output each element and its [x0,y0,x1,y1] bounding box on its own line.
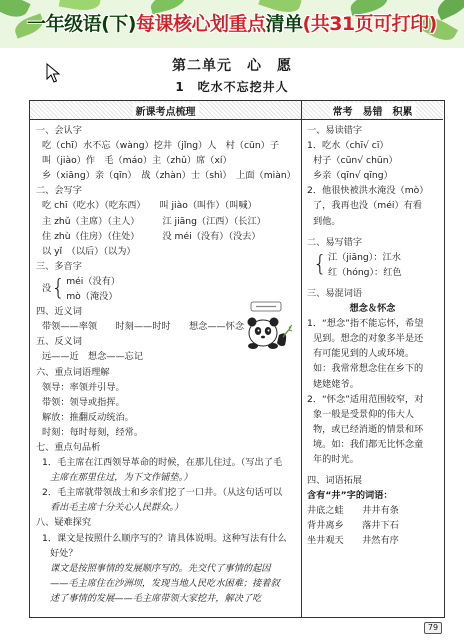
text-line: 2．他很快被洪水淹没（mò） [307,185,429,197]
content-frame [29,100,445,618]
title-banner [0,0,464,48]
section-title: 三、易混词语 [307,287,363,299]
text-line: 境。如：我们都无比怀念童 [313,438,424,450]
text-line: 乡亲（qīn√ qīng） [313,170,393,182]
text-line: ——毛主席住在沙洲坝，发现当地人民吃水困难；接着叙 [50,577,280,589]
banner-title-part: 可打印 [373,13,429,35]
text-line: 坐井观天 井然有序 [307,535,399,547]
section-title: 四、词语拓展 [307,475,363,487]
text-line: 背井离乡 落井下石 [307,520,399,532]
text-line: 象一般是受景仰的伟大人 [313,408,415,420]
text-line: 主 zhǔ（主席）（主人） 江 jiāng（江西）（长江） [42,215,266,227]
text-line: 远——近 想念——忘记 [42,351,144,363]
text-line: 井底之蛙 井井有条 [307,505,399,517]
right-column-header: 常考 易错 积累 [302,101,443,120]
section-title: 一、易读错字 [307,125,363,136]
text-line: 如：我常常想念住在乡下的 [313,363,424,375]
text-line: 有可能见到的人或环境。 [313,348,415,360]
text-line: 好处？ [50,547,78,559]
text-line: 1．毛主席在江西领导革命的时候，在那儿住过。（写出了毛 [42,457,283,469]
text-line: 住 zhù（住房）（住处） 没 méi（没有）（没去） [42,230,261,242]
left-column [30,101,302,617]
text-line: 见到。想念的对象多半是还 [313,333,424,345]
unit-title: 第二单元 心 愿 [172,58,292,74]
text-line: 解放：推翻反动统治。 [42,411,134,423]
text-line: 看出毛主席十分关心人民群众。） [50,502,184,514]
text-line: 红（hóng）：红色 [328,266,402,278]
text-line: méi（没有） [66,275,121,287]
text-line: 述了事情的发展——毛主席带领大家挖井，解决了吃 [50,592,262,604]
text-line: 课文是按照事情的发展顺序写的。先交代了事情的起因 [50,562,271,574]
text-line: 1．课文是按照什么顺序写的？请具体说明。这种写法有什么 [42,532,287,544]
text-line: 带领——率领 时刻——时时 想念——怀念 [42,321,245,333]
text-line: 2．毛主席就带领战士和乡亲们挖了一口井。（从这句话可以 [42,487,283,499]
banner-title-part: (共31页 [302,13,374,35]
left-column-body [30,120,301,606]
text-line: 2．“怀念”适用范围较窄，对 [307,393,424,405]
banner-title-part: 一年级语(下) [27,13,136,35]
section-title: 六、重点词语理解 [36,366,110,378]
text-line: 到他。 [313,215,341,227]
text-line: 1．“想念”指不能忘怀，希望 [307,318,424,330]
section-title: 七、重点句品析 [36,441,101,453]
text-line: 江（jiāng）：江水 [328,251,401,263]
text-line: 吃 chī（吃水）（吃东西） 叫 jiào（叫作）（叫喊） [42,200,257,212]
text-line: 年的时光。 [313,453,359,465]
section-title: 二、易写错字 [307,236,363,248]
text-line: 以 yǐ （以后）（以为） [42,245,136,257]
text-line: 带领：领导或指挥。 [42,396,125,408]
text-line: 姥姥姥爷。 [313,378,359,390]
text-line: 物，或已经消逝的情景和环 [313,423,424,435]
section-title: 三、多音字 [36,260,82,272]
text-line: 乡（xiāng）亲（qīn） 战（zhàn）士（shì） 上面（miàn） [42,170,296,182]
subsection-title: 想念＆怀念 [349,303,396,315]
polyphone-char: 没 [42,283,52,295]
text-line: 村子（cūn√ chūn） [313,155,398,167]
banner-title-part: ) [428,13,437,35]
confusable-char-group [307,250,438,280]
panda-mascot-icon [239,301,293,351]
text-line: 了，我再也没（méi）有看 [313,200,423,212]
section-title: 八、疑难探究 [36,517,92,529]
section-title: 二、会写字 [36,185,82,197]
text-line: mò（淹没） [66,291,118,303]
page-number: 79 [424,622,442,634]
subsection-title: 含有“井”字的词语： [307,490,393,502]
text-line: 领导：率领并引导。 [42,381,125,393]
left-column-header: 新课考点梳理 [30,101,301,120]
banner-title-part: 清单 [265,13,303,35]
right-column [302,101,443,617]
text-line: 主席在那里住过，为下文作铺垫。） [50,472,193,484]
brace-icon: { [313,251,327,277]
polyphone-group [36,274,295,304]
right-column-body [302,120,443,549]
section-title: 五、反义词 [36,336,82,348]
text-line: 1．吃水（chī√ cī） [307,140,389,152]
section-title: 一、会认字 [36,125,82,136]
banner-title [0,9,464,36]
brace-icon: { [51,276,66,302]
section-title: 四、近义词 [36,306,82,318]
banner-title-part: 每课核心划重点 [136,13,266,35]
text-line: 时刻：每时每刻，经常。 [42,426,144,438]
text-line: 吃（chī）水不忘（wàng）挖井（jǐng）人 村（cūn）子 [42,140,280,152]
text-line: 叫（jiào）作 毛（máo）主（zhǔ）席（xí） [42,155,232,167]
lesson-title: 1 吃水不忘挖井人 [175,80,289,94]
